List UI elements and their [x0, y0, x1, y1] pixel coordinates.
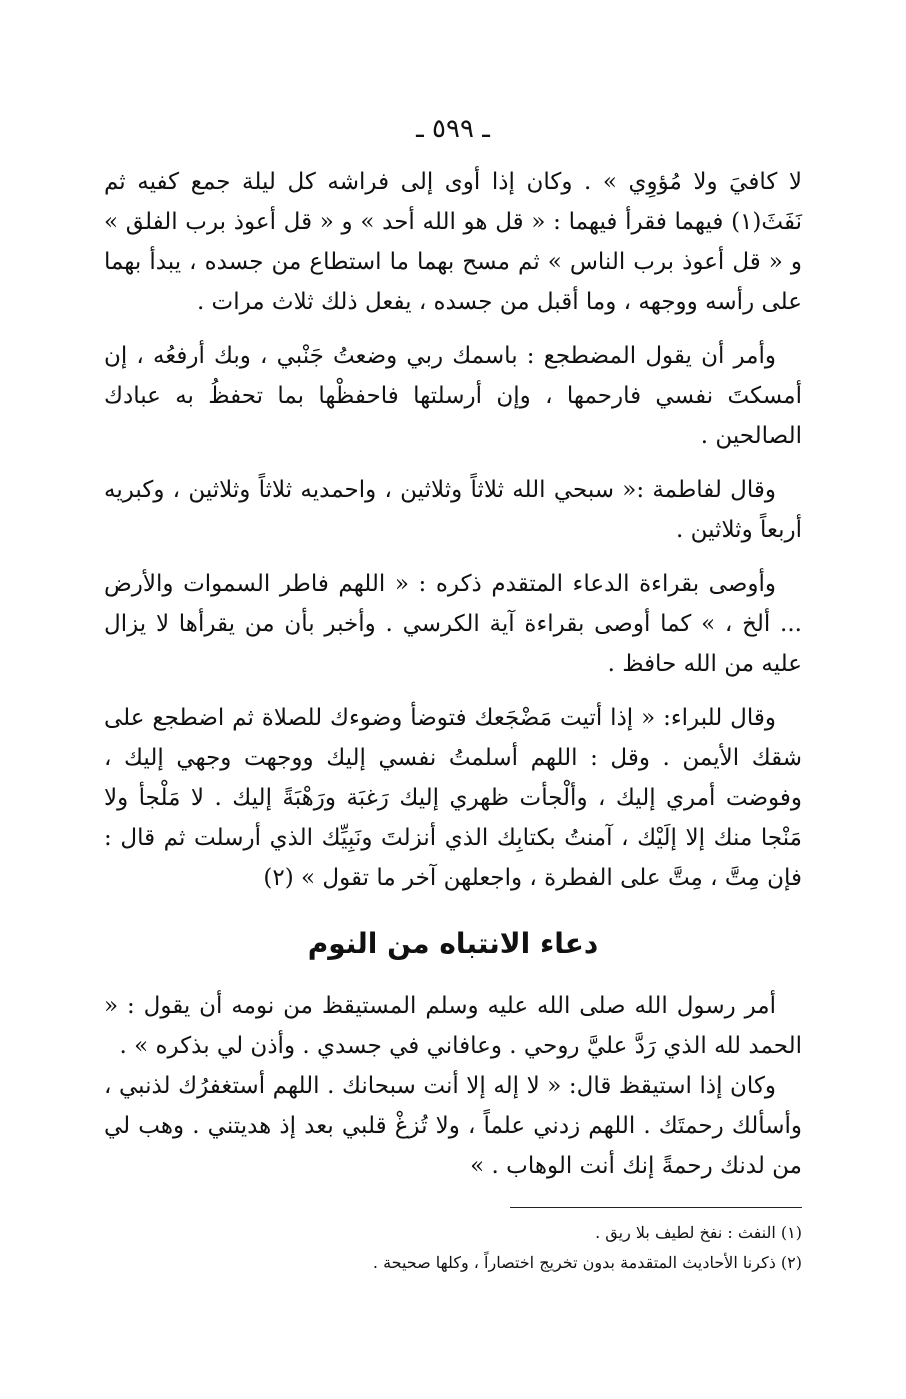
- page-number: ـ ٥٩٩ ـ: [416, 114, 490, 144]
- paragraph-al-baraa-supplication: وقال للبراء: « إذا أتيت مَضْجَعك فتوضأ وضوءك للصلاة ثم اضطجع على شقك الأيمن . وقل : اللهم أسلمتُ نفسي إليك ووجهت وجهي إليك ، وفوضت أمري إليك ، وألْجأت ظهري إليك رَغبَة ورَهْبَةً إليك . لا مَلْجأ ولا مَنْجا منك إلا إلَيْك ، آمنتُ بكتابِك الذي أنزلتَ ونَبِيِّك الذي أرسلت ثم قال : فإن مِتَّ ، مِتَّ على الفطرة ، واجعلهن آخر ما تقول » (٢): [104, 705, 802, 891]
- footnote-2: (٢) ذكرنا الأحاديث المتقدمة بدون تخريج اختصاراً ، وكلها صحيحة .: [372, 1253, 802, 1272]
- main-text: [104, 162, 802, 1200]
- footnote-1: (١) النفث : نفخ لطيف بلا ريق .: [595, 1223, 802, 1242]
- paragraph-lying-down-supplication: وأمر أن يقول المضطجع : باسمك ربي وضعتُ جَنْبي ، وبك أرفعُه ، إن أمسكتَ نفسي فارحمها ، وإن أرسلتها فاحفظْها بما تحفظُ به عبادك الصالحين .: [104, 343, 802, 449]
- paragraph-fatimah-tasbih: وقال لفاطمة :« سبحي الله ثلاثاً وثلاثين ، واحمديه ثلاثاً وثلاثين ، وكبريه أربعاً وثلاثين .: [104, 477, 802, 543]
- paragraph-bedtime-recitation: لا كافيَ ولا مُؤوِي » . وكان إذا أوى إلى فراشه كل ليلة جمع كفيه ثم نَفَثَ(١) فيهما فقرأ فيهما : « قل هو الله أحد » و « قل أعوذ برب الفلق » و « قل أعوذ برب الناس » ثم مسح بهما ما استطاع من جسده ، يبدأ بهما على رأسه ووجهه ، وما أقبل من جسده ، يفعل ذلك ثلاث مرات .: [104, 169, 802, 315]
- paragraph-ayat-al-kursi: وأوصى بقراءة الدعاء المتقدم ذكره : « اللهم فاطر السموات والأرض ... ألخ ، » كما أوصى بقراءة آية الكرسي . وأخبر بأن من يقرأها لا يزال عليه من الله حافظ .: [104, 571, 802, 677]
- paragraph-waking-istighfar: وكان إذا استيقظ قال: « لا إله إلا أنت سبحانك . اللهم أستغفرُك لذنبي ، وأسألك رحمتَك . اللهم زدني علماً ، ولا تُزغْ قلبي بعد إذ هديتني . وهب لي من لدنك رحمةً إنك أنت الوهاب . »: [104, 1073, 802, 1179]
- footnote-divider: [510, 1207, 802, 1208]
- footnotes: [300, 1218, 802, 1278]
- section-heading: دعاء الانتباه من النوم: [307, 927, 599, 960]
- paragraph-waking-supplication: أمر رسول الله صلى الله عليه وسلم المستيقظ من نومه أن يقول : « الحمد لله الذي رَدَّ عليَّ روحي . وعافاني في جسدي . وأذن لي بذكره » .: [104, 993, 802, 1059]
